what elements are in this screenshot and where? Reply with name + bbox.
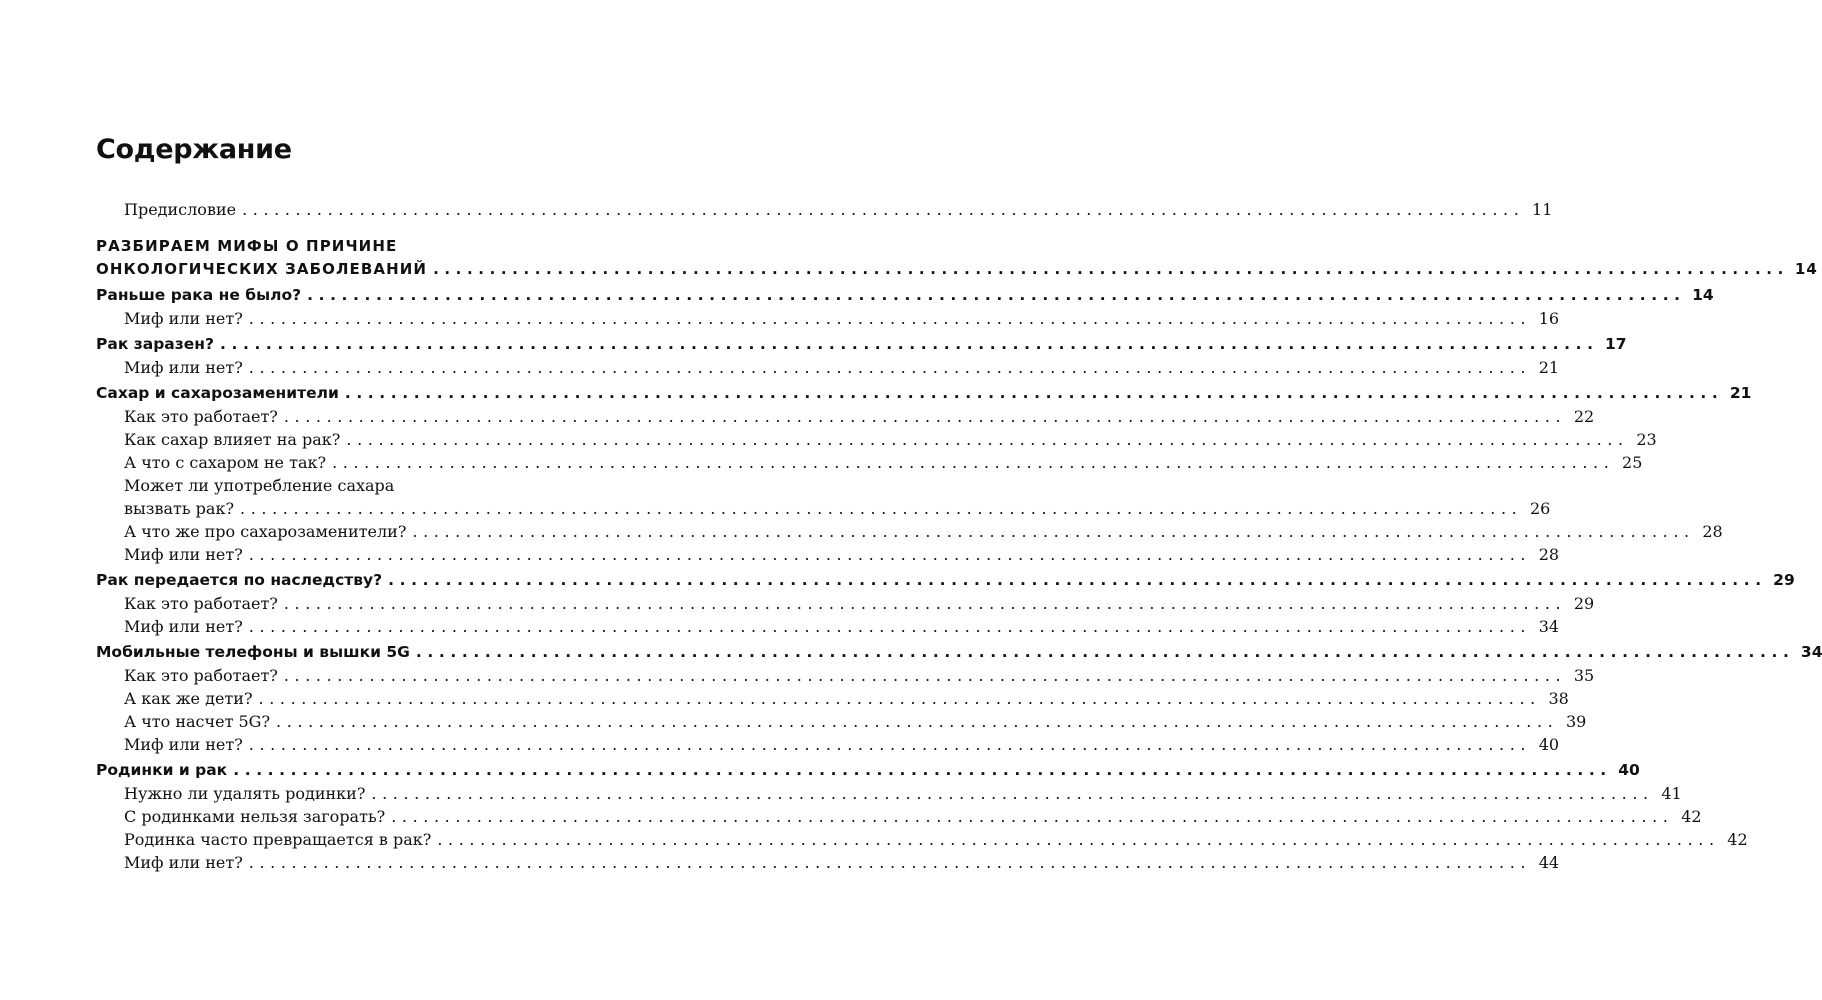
toc-page-number: 42 [1681,807,1702,826]
toc-page-number: 38 [1548,689,1569,708]
toc-entry-label: Мобильные телефоны и вышки 5G [96,643,410,661]
dot-leader: ........................................................................................................................ [219,335,1599,353]
dot-leader: ........................................................................................................................ [248,735,1532,754]
toc-subentry [96,309,1560,332]
dot-leader: ........................................................................................................................ [276,712,1559,731]
toc-page-number: 34 [1538,617,1560,636]
dot-leader: ........................................................................................................................ [391,807,1674,826]
toc-subentry [96,807,1702,830]
dot-leader: ........................................................................................................................ [248,545,1532,564]
toc-subentry-line-1: Может ли употребление сахара [124,476,395,495]
table-of-contents [96,200,1822,876]
toc-entry-label: Родинка часто превращается в рак? [124,830,432,849]
toc-page-number: 16 [1538,309,1560,328]
toc-subentry [96,522,1723,545]
toc-part-title-line-1: РАЗБИРАЕМ МИФЫ О ПРИЧИНЕ [96,237,398,255]
dot-leader: ........................................................................................................................ [437,830,1720,849]
toc-page-number: 26 [1529,499,1551,518]
toc-entry-label: вызвать рак? [124,499,235,518]
toc-page-number: 14 [1692,286,1714,304]
toc-entry-label: Как это работает? [124,407,278,426]
toc-page-number: 21 [1729,384,1752,402]
toc-entry-label: А как же дети? [124,689,253,708]
dot-leader: ........................................................................................................................ [283,666,1567,685]
dot-leader: ........................................................................................................................ [433,260,1789,278]
toc-subentry [96,712,1587,735]
toc-entry-label: Миф или нет? [124,853,243,872]
toc-page-number: 25 [1622,453,1643,472]
toc-subentry [96,453,1643,476]
toc-subentry [96,735,1560,758]
toc-entry-label: Нужно ли удалять родинки? [124,784,366,803]
toc-subentry [96,358,1560,381]
toc-entry-label: ОНКОЛОГИЧЕСКИХ ЗАБОЛЕВАНИЙ [96,260,428,278]
toc-chapter-5 [96,643,1822,666]
toc-page-number: 28 [1702,522,1723,541]
toc-entry-label: Миф или нет? [124,309,243,328]
toc-subentry [96,545,1560,568]
toc-subentry [96,594,1595,617]
toc-entry-preface [96,200,1553,223]
toc-entry-label: Миф или нет? [124,617,243,636]
dot-leader: ........................................................................................................................ [258,689,1541,708]
dot-leader: ........................................................................................................................ [307,286,1686,304]
toc-subentry [96,853,1560,876]
toc-entry-label: Раньше рака не было? [96,286,302,304]
dot-leader: ........................................................................................................................ [415,643,1795,661]
toc-subentry [96,499,1551,522]
toc-chapter-6 [96,761,1640,784]
dot-leader: ........................................................................................................................ [248,853,1532,872]
dot-leader: ........................................................................................................................ [371,784,1654,803]
toc-subentry [96,666,1595,689]
toc-chapter-1 [96,286,1714,309]
toc-page-number: 17 [1605,335,1627,353]
toc-chapter-4 [96,571,1795,594]
toc-page-number: 29 [1573,594,1595,613]
toc-entry-label: Предисловие [124,200,237,219]
toc-subentry [96,689,1569,712]
toc-entry-label: Миф или нет? [124,358,243,377]
toc-page-number: 35 [1573,666,1595,685]
toc-entry-label: Сахар и сахарозаменители [96,384,339,402]
toc-entry-label: Миф или нет? [124,735,243,754]
toc-entry-label: Как сахар влияет на рак? [124,430,341,449]
toc-subentry [96,407,1595,430]
toc-entry-label: Рак заразен? [96,335,214,353]
toc-subentry [96,617,1560,640]
toc-page-number: 14 [1794,260,1818,278]
dot-leader: ........................................................................................................................ [283,594,1567,613]
toc-chapter-3 [96,384,1752,407]
toc-entry-label: С родинками нельзя загорать? [124,807,386,826]
toc-page-number: 11 [1532,200,1553,219]
toc-page-number: 41 [1661,784,1682,803]
toc-page-number: 44 [1538,853,1560,872]
toc-page-number: 40 [1618,761,1640,779]
toc-page-number: 22 [1573,407,1595,426]
toc-entry-label: Родинки и рак [96,761,228,779]
toc-page-number: 21 [1538,358,1560,377]
toc-page-number: 39 [1566,712,1587,731]
toc-page-number: 40 [1538,735,1560,754]
toc-subentry [96,830,1748,853]
dot-leader: ........................................................................................................................ [388,571,1767,589]
toc-entry-label: Как это работает? [124,594,278,613]
toc-subentry [96,784,1682,807]
dot-leader: ........................................................................................................................ [248,358,1532,377]
dot-leader: ........................................................................................................................ [344,384,1724,402]
dot-leader: ........................................................................................................................ [240,499,1523,518]
toc-chapter-2 [96,335,1627,358]
toc-entry-label: А что же про сахарозаменители? [124,522,407,541]
dot-leader: ........................................................................................................................ [283,407,1567,426]
dot-leader: ........................................................................................................................ [332,453,1615,472]
toc-entry-label: А что с сахаром не так? [124,453,327,472]
toc-subentry [96,430,1657,453]
toc-page-number: 28 [1538,545,1560,564]
toc-page-number: 23 [1636,430,1657,449]
toc-page-number: 42 [1727,830,1748,849]
dot-leader: ........................................................................................................................ [248,617,1532,636]
toc-entry-label: Как это работает? [124,666,278,685]
toc-page-number: 29 [1773,571,1795,589]
page-title: Содержание [96,134,292,165]
toc-entry-label: Миф или нет? [124,545,243,564]
dot-leader: ........................................................................................................................ [346,430,1629,449]
toc-entry-label: Рак передается по наследству? [96,571,383,589]
dot-leader: ........................................................................................................................ [233,761,1612,779]
toc-entry-part-1 [96,260,1818,283]
toc-page-number: 34 [1800,643,1822,661]
dot-leader: ........................................................................................................................ [412,522,1695,541]
toc-entry-label: А что насчет 5G? [124,712,271,731]
dot-leader: ........................................................................................................................ [248,309,1532,328]
dot-leader: ........................................................................................................................ [242,200,1525,219]
